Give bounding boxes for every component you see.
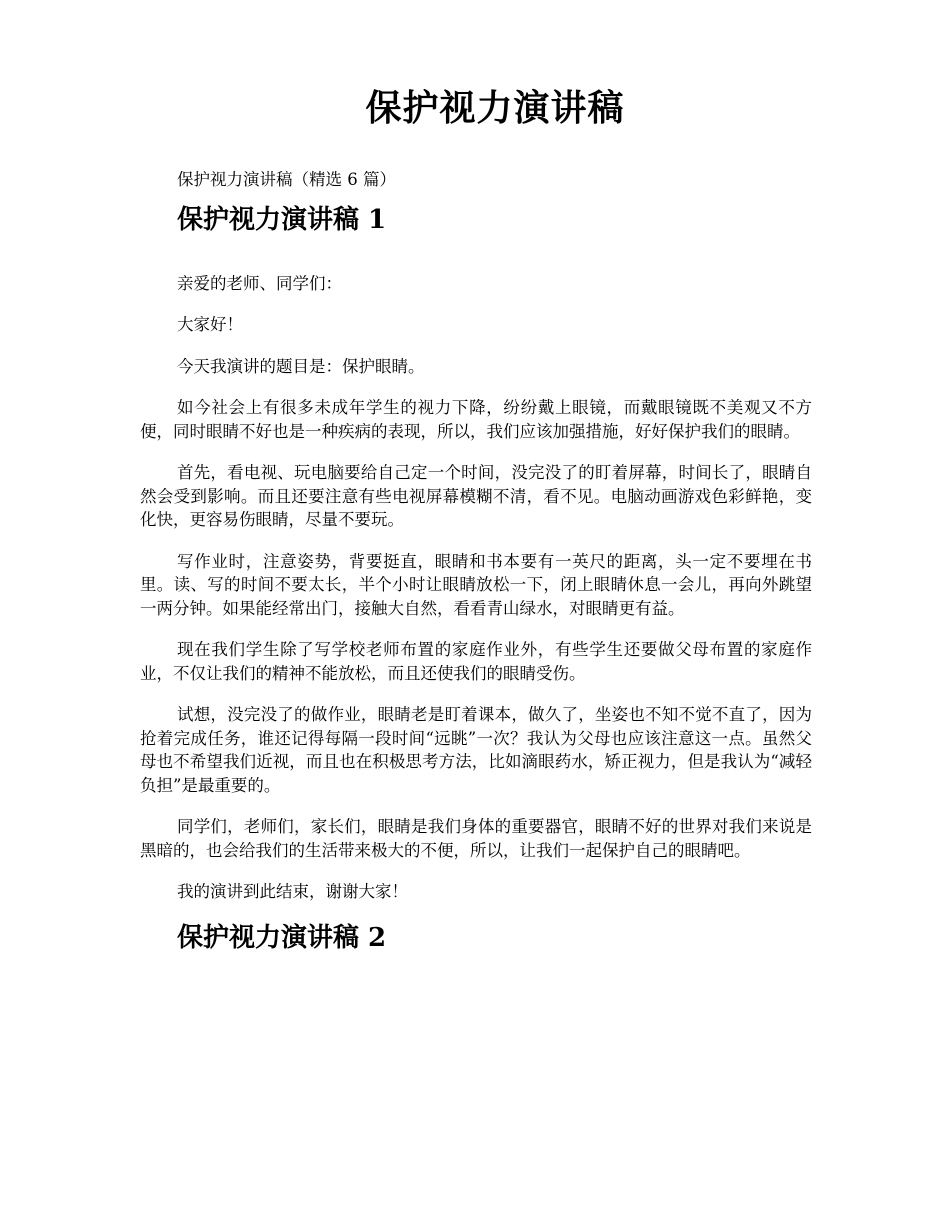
section-heading-2: 保护视力演讲稿 2 xyxy=(177,922,387,953)
paragraph-greeting-teachers: 亲爱的老师、同学们： xyxy=(177,273,342,293)
paragraph-closing: 我的演讲到此结束，谢谢大家！ xyxy=(177,882,408,901)
paragraph-reduce-burden: 试想，没完没了的做作业，眼睛老是盯着课本，做久了，坐姿也不知不觉不直了，因为抢着完成任务，谁还记得每隔一段时间“远眺”一次？我认为父母也应该注意这一点。虽然父母也不希望我们近视，而且也在积极思考方法，比如滴眼药水，矫正视力，但是我认为“减轻负担”是最重要的。 xyxy=(140,705,812,795)
document-title: 保护视力演讲稿 xyxy=(365,87,625,129)
intro-paragraph: 保护视力演讲稿（精选 6 篇） xyxy=(177,170,396,189)
paragraph-greeting-all: 大家好！ xyxy=(177,315,243,334)
paragraph-posture: 写作业时，注意姿势，背要挺直，眼睛和书本要有一英尺的距离，头一定不要埋在书里。读、写的时间不要太长，半个小时让眼睛放松一下，闭上眼睛休息一会儿，再向外跳望一两分钟。如果能经常出门，接触大自然，看看青山绿水，对眼睛更有益。 xyxy=(140,551,812,618)
paragraph-vision-decline: 如今社会上有很多未成年学生的视力下降，纷纷戴上眼镜，而戴眼镜既不美观又不方便，同时眼睛不好也是一种疾病的表现，所以，我们应该加强措施，好好保护我们的眼睛。 xyxy=(140,398,812,441)
paragraph-screen-time: 首先，看电视、玩电脑要给自己定一个时间，没完没了的盯着屏幕，时间长了，眼睛自然会受到影响。而且还要注意有些电视屏幕模糊不清，看不见。电脑动画游戏色彩鲜艳，变化快，更容易伤眼睛，尽量不要玩。 xyxy=(140,463,812,529)
paragraph-topic: 今天我演讲的题目是：保护眼睛。 xyxy=(177,356,425,376)
paragraph-call-to-action: 同学们，老师们，家长们，眼睛是我们身体的重要器官，眼睛不好的世界对我们来说是黑暗的，也会给我们的生活带来极大的不便，所以，让我们一起保护自己的眼睛吧。 xyxy=(140,817,812,860)
section-heading-1: 保护视力演讲稿 1 xyxy=(177,204,387,235)
document-body xyxy=(140,168,812,990)
paragraph-homework: 现在我们学生除了写学校老师布置的家庭作业外，有些学生还要做父母布置的家庭作业，不仅让我们的精神不能放松，而且还使我们的眼睛受伤。 xyxy=(140,640,812,683)
